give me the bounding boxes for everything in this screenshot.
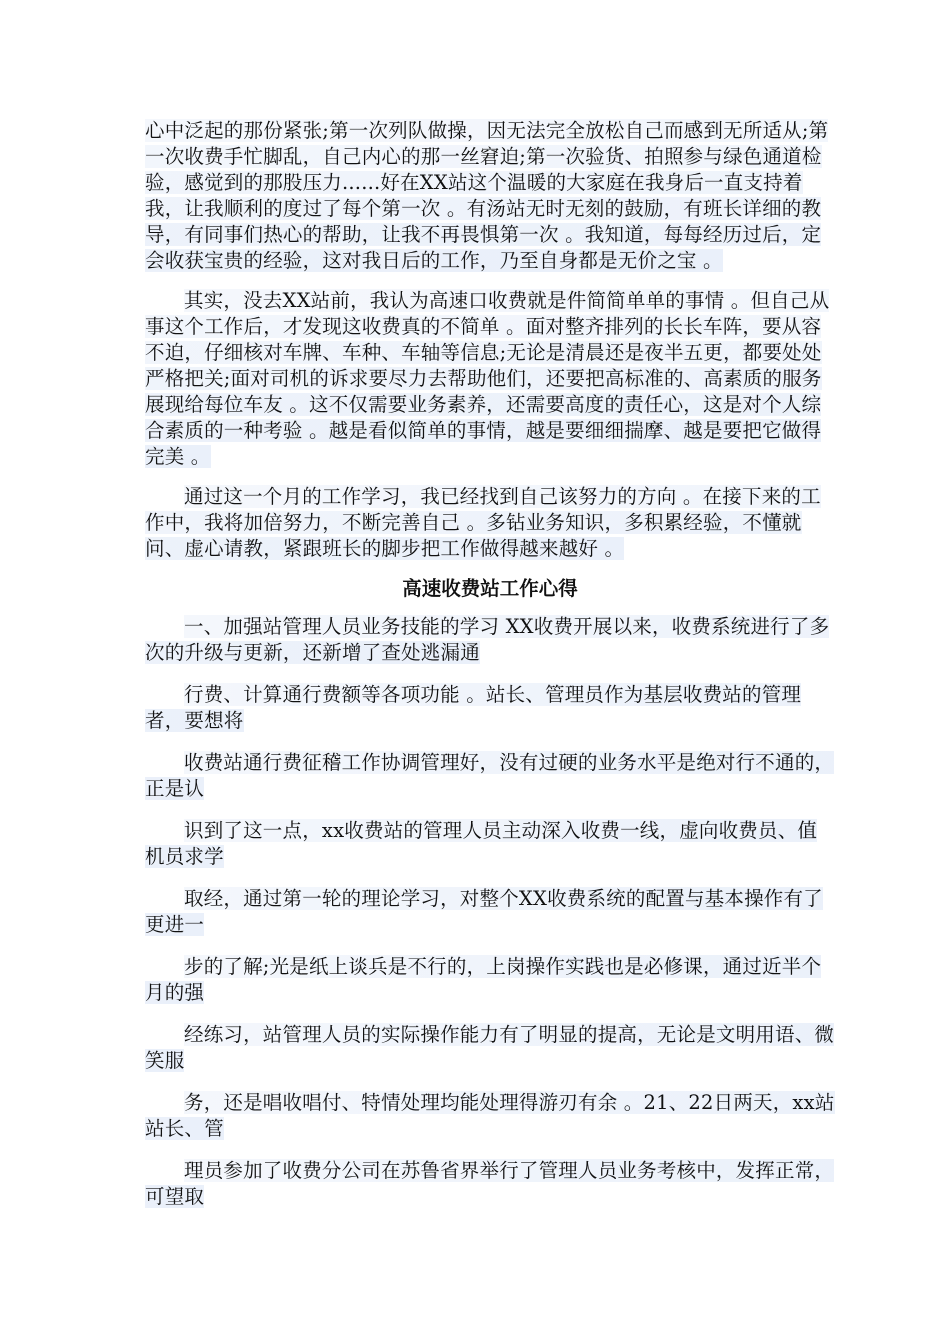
paragraph-text: 取经，通过第一轮的理论学习，对整个XX收费系统的配置与基本操作有了更进一 [145,887,823,936]
paragraph [145,484,835,562]
paragraph-text: 其实，没去XX站前，我认为高速口收费就是件简简单单的事情 。但自己从事这个工作后，才发现这收费真的不简单 。面对整齐排列的长长车阵，要从容不迫，仔细核对车牌、车种、车轴等信息;无论是清晨还是夜半五更，都要处处严格把关;面对司机的诉求要尽力去帮助他们，还要把高标准的、高素质的服务展现给每位车友 。这不仅需要业务素养，还需要高度的责任心，这是对个人综合素质的一种考验 。越是看似简单的事情，越是要细细揣摩、越是要把它做得完美 。 [145,289,830,468]
paragraph-text: 心中泛起的那份紧张;第一次列队做操，因无法完全放松自己而感到无所适从;第一次收费手忙脚乱，自己内心的那一丝窘迫;第一次验货、拍照参与绿色通道检验，感觉到的那股压力......好在XX站这个温暖的大家庭在我身后一直支持着我，让我顺利的度过了每个第一次 。有汤站无时无刻的鼓励，有班长详细的教导，有同事们热心的帮助，让我不再畏惧第一次 。我知道，每每经历过后，定会收获宝贵的经验，这对我日后的工作，乃至自身都是无价之宝 。 [145,119,829,272]
document-body [145,118,835,1226]
paragraph-text: 识到了这一点，xx收费站的管理人员主动深入收费一线，虚向收费员、值机员求学 [145,819,818,868]
paragraph-text: 通过这一个月的工作学习，我已经找到自己该努力的方向 。在接下来的工作中，我将加倍努力，不断完善自己 。多钻业务知识，多积累经验，不懂就问、虚心请教，紧跟班长的脚步把工作做得越来越好 。 [145,485,821,560]
paragraph [145,1158,835,1210]
paragraph-text: 收费站通行费征稽工作协调管理好，没有过硬的业务水平是绝对行不通的，正是认 [145,751,835,800]
paragraph-text: 行费、计算通行费额等各项功能 。站长、管理员作为基层收费站的管理者，要想将 [145,683,802,732]
paragraph [145,682,835,734]
paragraph-text: 理员参加了收费分公司在苏鲁省界举行了管理人员业务考核中，发挥正常，可望取 [145,1159,835,1208]
paragraph-text: 务，还是唱收唱付、特情处理均能处理得游刃有余 。21、22日两天，xx站站长、管 [145,1091,835,1140]
paragraph [145,954,835,1006]
paragraph [145,886,835,938]
paragraph [145,118,835,274]
paragraph [145,1090,835,1142]
paragraph-text: 经练习，站管理人员的实际操作能力有了明显的提高，无论是文明用语、微笑服 [145,1023,835,1072]
paragraph [145,750,835,802]
paragraph-text: 一、加强站管理人员业务技能的学习 XX收费开展以来，收费系统进行了多次的升级与更新，还新增了查处逃漏通 [145,615,830,664]
paragraph [145,288,835,470]
paragraph-text: 步的了解;光是纸上谈兵是不行的，上岗操作实践也是必修课，通过近半个月的强 [145,955,822,1004]
paragraph [145,614,835,666]
paragraph [145,1022,835,1074]
section-heading: 高速收费站工作心得 [402,577,578,600]
paragraph [145,818,835,870]
